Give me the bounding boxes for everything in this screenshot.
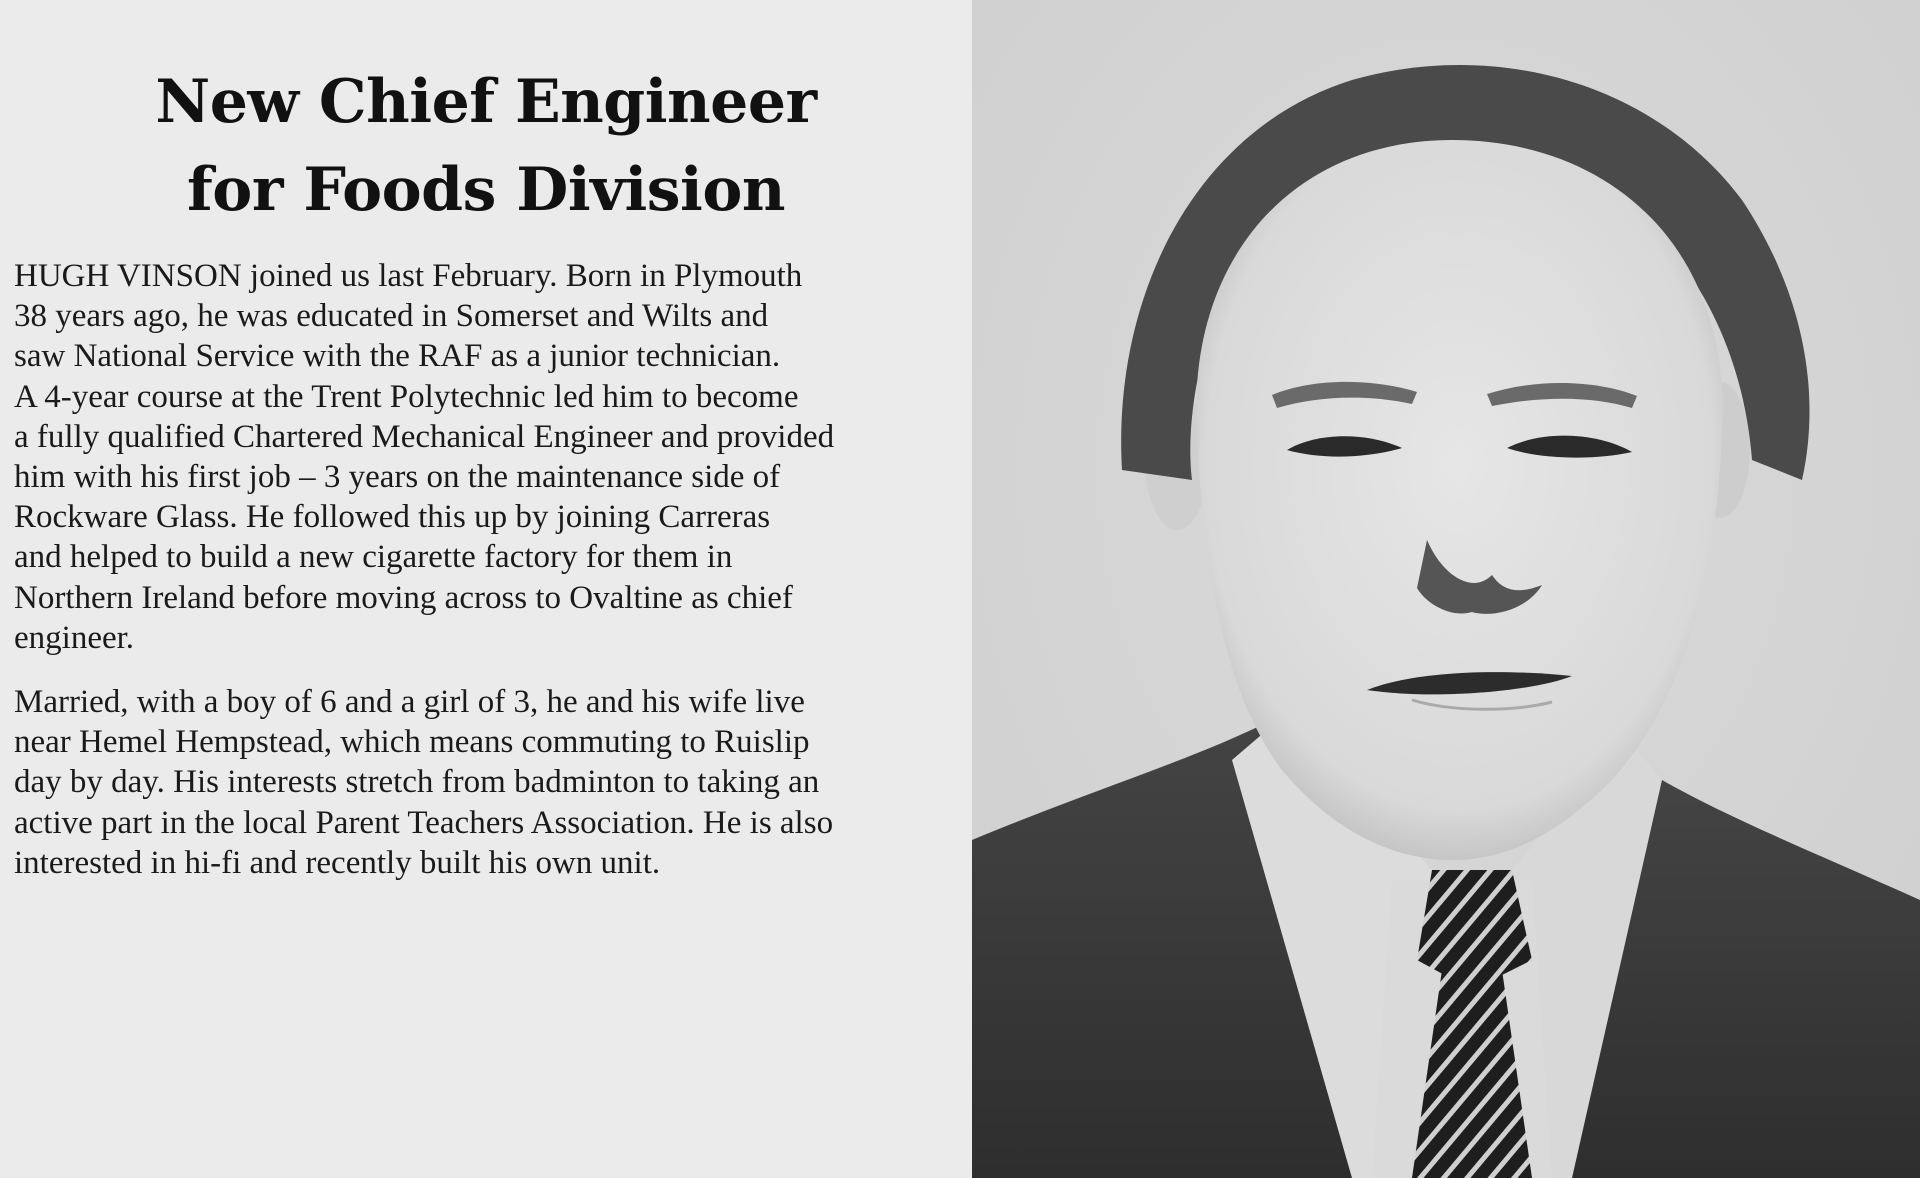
paragraph-personal <box>14 682 964 883</box>
body-line: active part in the local Parent Teachers Association. He is also <box>14 804 834 841</box>
body-line: Northern Ireland before moving across to Ovaltine as chief <box>14 579 793 616</box>
body-line: A 4-year course at the Trent Polytechnic led him to become <box>14 378 799 415</box>
portrait-illustration <box>972 0 1920 1178</box>
body-line: near Hemel Hempstead, which means commuting to Ruislip <box>14 724 810 761</box>
body-line: a fully qualified Chartered Mechanical Engineer and provided <box>14 418 835 455</box>
headline-line-1: New Chief Engineer <box>155 67 817 138</box>
body-line: Married, with a boy of 6 and a girl of 3, he and his wife live <box>14 684 805 721</box>
headline <box>0 58 972 234</box>
body-line: him with his first job – 3 years on the maintenance side of <box>14 459 781 496</box>
headline-line-2: for Foods Division <box>186 155 785 226</box>
body-line: Rockware Glass. He followed this up by joining Carreras <box>14 499 771 536</box>
body-line: day by day. His interests stretch from badminton to taking an <box>14 764 820 801</box>
body-line: interested in hi-fi and recently built his own unit. <box>14 844 661 881</box>
body-line: and helped to build a new cigarette factory for them in <box>14 539 733 576</box>
paragraph-career <box>14 256 964 658</box>
body-line: HUGH VINSON joined us last February. Born in Plymouth <box>14 258 803 294</box>
body-line: saw National Service with the RAF as a junior technician. <box>14 338 781 375</box>
body-line: engineer. <box>14 619 135 656</box>
portrait-photo <box>972 0 1920 1178</box>
body-line: 38 years ago, he was educated in Somerset and Wilts and <box>14 298 769 335</box>
article-body <box>14 256 964 883</box>
